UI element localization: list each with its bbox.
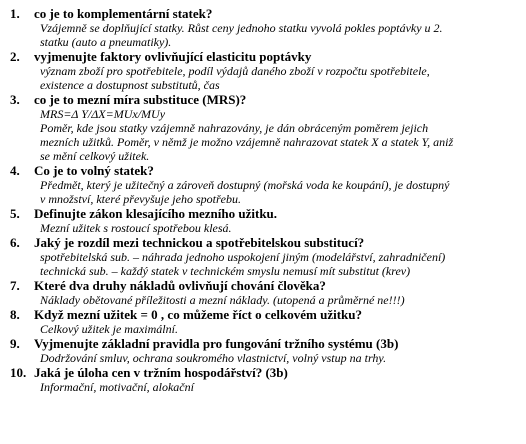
question-item [8, 235, 518, 278]
question-text: co je to mezní míra substituce (MRS)? [34, 92, 247, 107]
answer-text [34, 293, 518, 307]
answer-line: Náklady obětované příležitosti a mezní náklady. (utopená a průměrné ne!!!) [40, 293, 405, 307]
answer-text [34, 322, 518, 336]
answer-line: význam zboží pro spotřebitele, podíl výdajů daného zboží v rozpočtu spotřebitele, [40, 64, 430, 78]
question-list [8, 6, 518, 394]
question-body [34, 49, 518, 92]
question-item [8, 6, 518, 49]
answer-text [34, 250, 518, 278]
question-body [34, 365, 518, 394]
answer-text [34, 178, 518, 206]
answer-line: Mezní užitek s rostoucí spotřebou klesá. [40, 221, 232, 235]
question-item [8, 206, 518, 235]
question-body [34, 336, 518, 365]
question-number: 3. [10, 92, 20, 107]
answer-text [34, 107, 518, 163]
answer-line: technická sub. – každý statek v technickém smyslu nemusí mít substitut (krev) [40, 264, 411, 278]
question-text: Když mezní užitek = 0 , co můžeme říct o celkovém užitku? [34, 307, 363, 322]
question-body [34, 6, 518, 49]
answer-line: mezních užitků. Poměr, v němž je možno vzájemně nahrazovat statek X a statek Y, aniž [40, 135, 454, 149]
answer-line: v množství, které převyšuje jeho spotřebu. [40, 192, 241, 206]
question-body [34, 307, 518, 336]
answer-text [34, 380, 518, 394]
question-text: Definujte zákon klesajícího mezního užitku. [34, 206, 278, 221]
answer-line: spotřebitelská sub. – náhrada jednoho uspokojení jiným (modelářství, zahradničení) [40, 250, 446, 264]
question-item [8, 163, 518, 206]
question-number: 10. [10, 365, 27, 380]
answer-line: Celkový užitek je maximální. [40, 322, 178, 336]
question-text: vyjmenujte faktory ovlivňující elasticitu poptávky [34, 49, 312, 64]
answer-line: statku (auto a pneumatiky). [40, 35, 172, 49]
question-item [8, 365, 518, 394]
question-body [34, 92, 518, 163]
question-item [8, 336, 518, 365]
answer-line: existence a dostupnost substitutů, čas [40, 78, 220, 92]
question-body [34, 206, 518, 235]
answer-text [34, 64, 518, 92]
question-number: 6. [10, 235, 20, 250]
question-number: 7. [10, 278, 20, 293]
question-text: Vyjmenujte základní pravidla pro fungování tržního systému (3b) [34, 336, 399, 351]
answer-line: Informační, motivační, alokační [40, 380, 194, 394]
answer-line: Dodržování smluv, ochrana soukromého vlastnictví, volný vstup na trhy. [40, 351, 387, 365]
question-text: co je to komplementární statek? [34, 6, 213, 21]
question-number: 4. [10, 163, 20, 178]
question-text: Jaká je úloha cen v tržním hospodářství? (3b) [34, 365, 288, 380]
question-number: 2. [10, 49, 20, 64]
question-item [8, 92, 518, 163]
answer-line: MRS=Δ Y/ΔX=MUx/MUy [40, 107, 166, 121]
answer-line: Předmět, který je užitečný a zároveň dostupný (mořská voda ke koupání), je dostupný [40, 178, 450, 192]
question-item [8, 278, 518, 307]
answer-text [34, 221, 518, 235]
question-number: 5. [10, 206, 20, 221]
question-item [8, 49, 518, 92]
question-text: Jaký je rozdíl mezi technickou a spotřebitelskou substitucí? [34, 235, 365, 250]
question-text: Které dva druhy nákladů ovlivňují chování člověka? [34, 278, 326, 293]
question-number: 1. [10, 6, 20, 21]
question-body [34, 163, 518, 206]
answer-line: Vzájemně se doplňující statky. Růst ceny jednoho statku vyvolá pokles poptávky u 2. [40, 21, 443, 35]
answer-text [34, 21, 518, 49]
question-body [34, 235, 518, 278]
question-body [34, 278, 518, 307]
question-number: 9. [10, 336, 20, 351]
question-number: 8. [10, 307, 20, 322]
question-item [8, 307, 518, 336]
answer-line: Poměr, kde jsou statky vzájemně nahrazovány, je dán obráceným poměrem jejich [40, 121, 429, 135]
question-text: Co je to volný statek? [34, 163, 154, 178]
answer-text [34, 351, 518, 365]
answer-line: se mění celkový užitek. [40, 149, 150, 163]
